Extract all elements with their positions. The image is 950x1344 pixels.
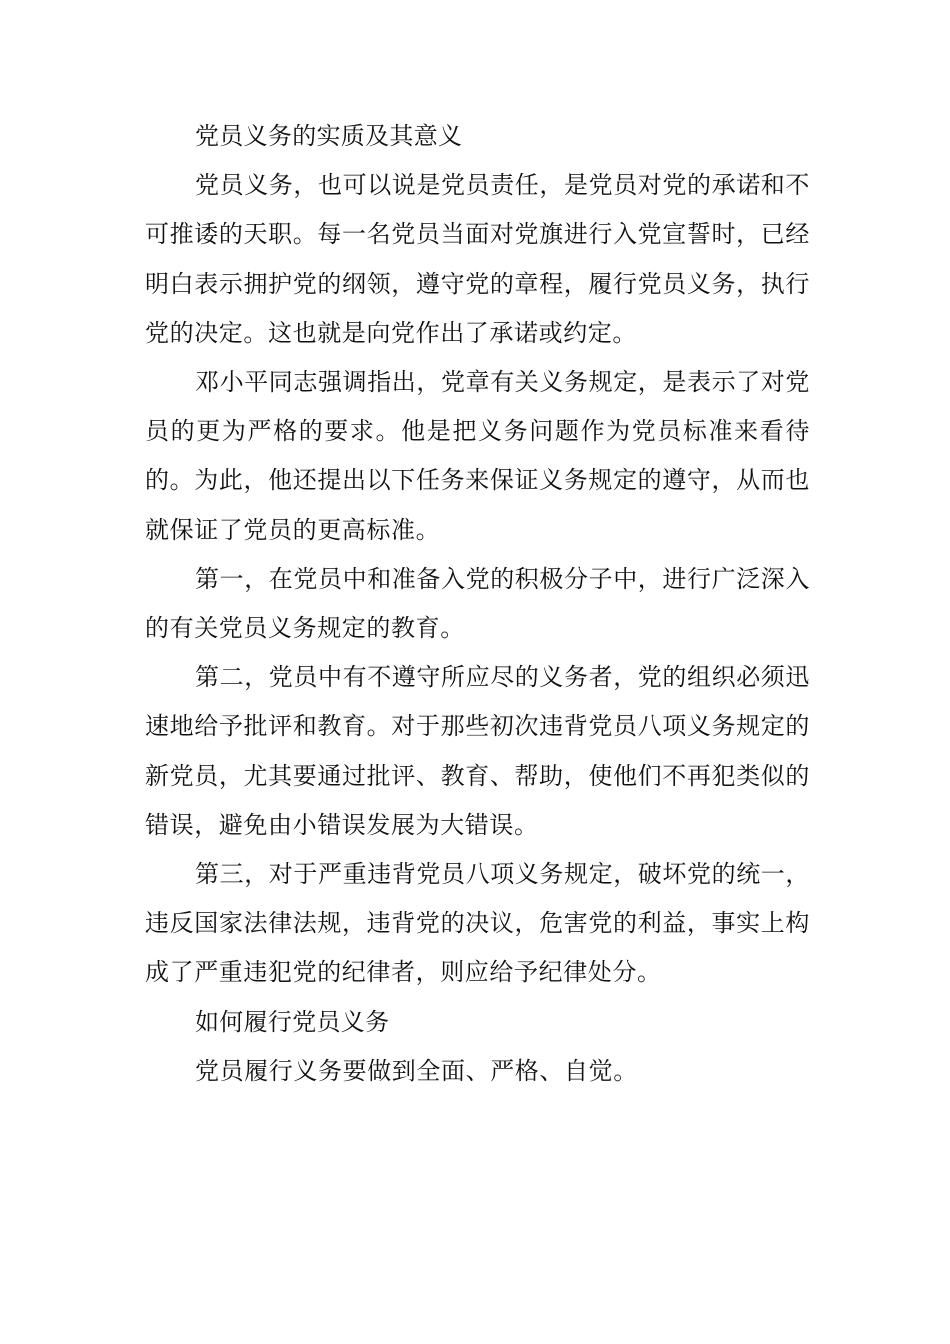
- section-heading-essence: 党员义务的实质及其意义: [195, 122, 463, 150]
- section-heading-how-to-fulfill: 如何履行党员义务: [195, 1007, 390, 1036]
- paragraph-second-task: 第二，党员中有不遵守所应尽的义务者，党的组织必须迅速地给予批评和教育。对于那些初次违背党员八项义务规定的新党员，尤其要通过批评、教育、帮助，使他们不再犯类似的错误，避免由小错误发展为大错误。: [145, 663, 810, 839]
- paragraph-duty-definition: 党员义务，也可以说是党员责任，是党员对党的承诺和不可推诿的天职。每一名党员当面对党旗进行入党宣誓时，已经明白表示拥护党的纲领，遵守党的章程，履行党员义务，执行党的决定。这也就是向党作出了承诺或约定。: [145, 171, 810, 347]
- paragraph-first-task: 第一，在党员中和准备入党的积极分子中，进行广泛深入的有关党员义务规定的教育。: [145, 564, 810, 643]
- paragraph-fulfill-summary: 党员履行义务要做到全面、严格、自觉。: [195, 1056, 638, 1085]
- paragraph-third-task: 第三，对于严重违背党员八项义务规定，破坏党的统一，违反国家法律法规，违背党的决议，危害党的利益，事实上构成了严重违犯党的纪律者，则应给予纪律处分。: [145, 860, 810, 987]
- document-body: [145, 112, 810, 1096]
- paragraph-deng-xiaoping: 邓小平同志强调指出，党章有关义务规定，是表示了对党员的更为严格的要求。他是把义务问题作为党员标准来看待的。为此，他还提出以下任务来保证义务规定的遵守，从而也就保证了党员的更高标准。: [145, 368, 810, 544]
